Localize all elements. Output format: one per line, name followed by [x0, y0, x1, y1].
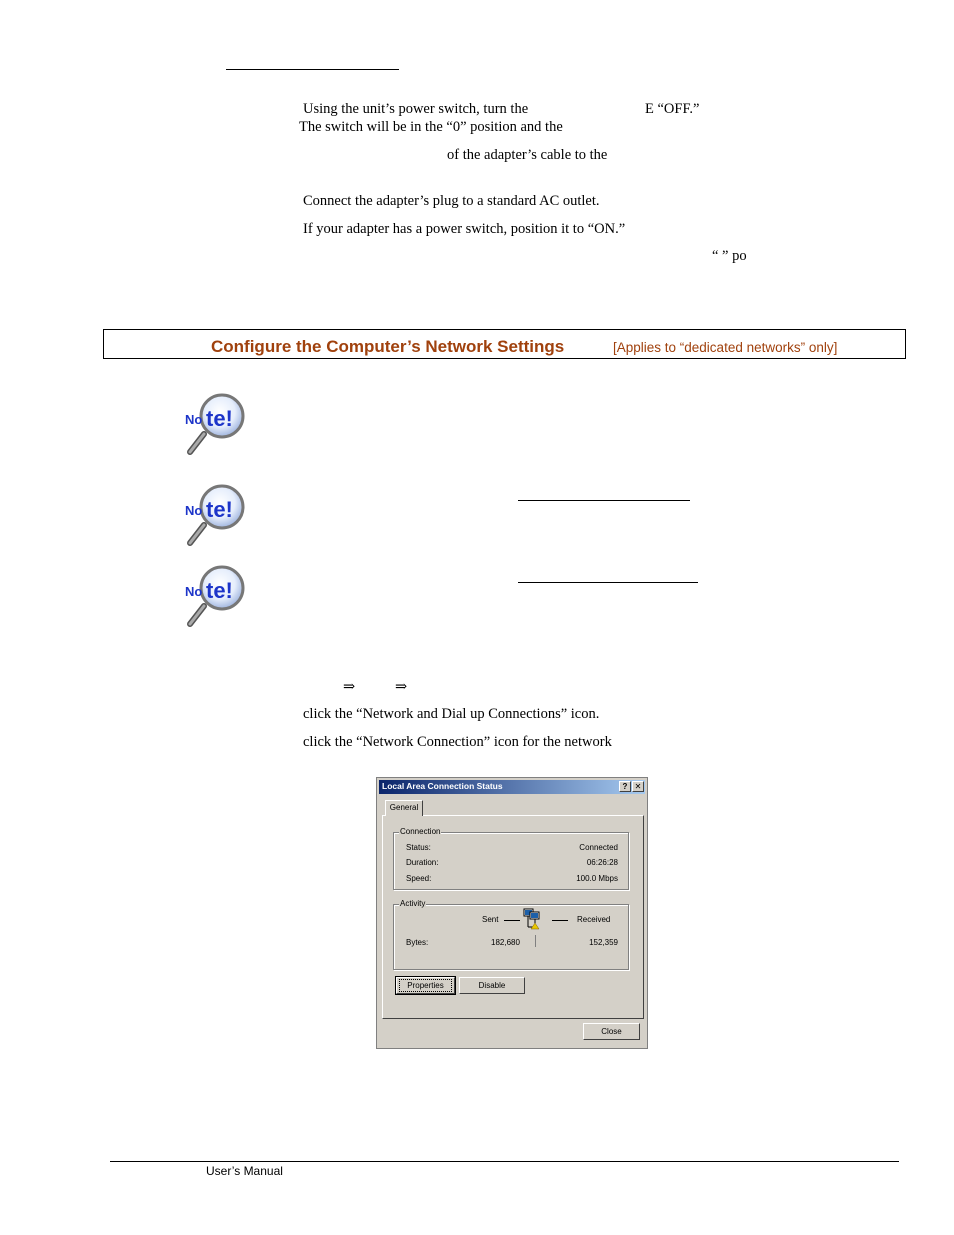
- local-area-connection-status-dialog: [376, 777, 648, 1049]
- status-value: Connected: [579, 843, 618, 852]
- bytes-divider: [535, 935, 536, 947]
- heading-underline: [226, 69, 399, 70]
- duration-label: Duration:: [406, 858, 439, 867]
- instruction-line-1: click the “Network and Dial up Connections” icon.: [303, 706, 600, 722]
- note-underline: [518, 500, 690, 501]
- activity-group: [393, 899, 629, 970]
- svg-text:No: No: [185, 412, 203, 427]
- network-computers-icon: [521, 907, 551, 931]
- svg-text:te!: te!: [206, 406, 233, 431]
- bytes-label: Bytes:: [406, 938, 429, 947]
- tab-general[interactable]: General: [385, 800, 423, 816]
- disable-button[interactable]: Disable: [459, 977, 525, 994]
- received-line: [552, 920, 568, 921]
- note-icon: [184, 483, 250, 549]
- footer-text: User’s Manual: [206, 1164, 283, 1178]
- properties-button[interactable]: Properties: [396, 977, 455, 994]
- step-1-text-a: Using the unit’s power switch, turn the: [303, 101, 529, 117]
- step-2-text: of the adapter’s cable to the: [447, 147, 608, 163]
- section-title: Configure the Computer’s Network Settings: [211, 337, 565, 356]
- svg-text:No: No: [185, 584, 203, 599]
- step-4-text: If your adapter has a power switch, position it to “ON.”: [303, 221, 626, 237]
- sent-line: [504, 920, 520, 921]
- general-panel: [382, 815, 644, 1019]
- bytes-sent-value: 182,680: [491, 938, 520, 947]
- speed-label: Speed:: [406, 874, 432, 883]
- close-icon[interactable]: ✕: [632, 781, 644, 792]
- bytes-received-value: 152,359: [589, 938, 618, 947]
- note-icon: [184, 564, 250, 630]
- note-icon: [184, 392, 250, 458]
- note-underline: [518, 582, 698, 583]
- activity-group-label: Activity: [400, 899, 426, 908]
- menu-path-arrows: ⇒ ⇒: [343, 679, 408, 695]
- step-5-text: “ ” po: [712, 248, 747, 264]
- connection-group: [393, 827, 629, 890]
- dialog-title: Local Area Connection Status: [382, 781, 503, 791]
- status-label: Status:: [406, 843, 431, 852]
- received-label: Received: [577, 915, 611, 924]
- speed-value: 100.0 Mbps: [576, 874, 618, 883]
- close-button[interactable]: Close: [583, 1023, 640, 1040]
- sent-label: Sent: [482, 915, 499, 924]
- section-header: [103, 329, 906, 359]
- instruction-line-2: click the “Network Connection” icon for the network: [303, 734, 612, 750]
- step-1-text-line2: The switch will be in the “0” position and the: [299, 119, 563, 135]
- help-button[interactable]: ?: [619, 781, 631, 792]
- svg-text:te!: te!: [206, 578, 233, 603]
- footer-rule: [110, 1161, 899, 1162]
- dialog-titlebar[interactable]: [379, 780, 645, 794]
- connection-group-label: Connection: [400, 827, 441, 836]
- duration-value: 06:26:28: [586, 858, 618, 867]
- step-1-text-b: E “OFF.”: [645, 101, 700, 117]
- step-3-text: Connect the adapter’s plug to a standard AC outlet.: [303, 193, 600, 209]
- section-subtitle: [Applies to “dedicated networks” only]: [613, 340, 838, 355]
- svg-text:te!: te!: [206, 497, 233, 522]
- svg-text:No: No: [185, 503, 203, 518]
